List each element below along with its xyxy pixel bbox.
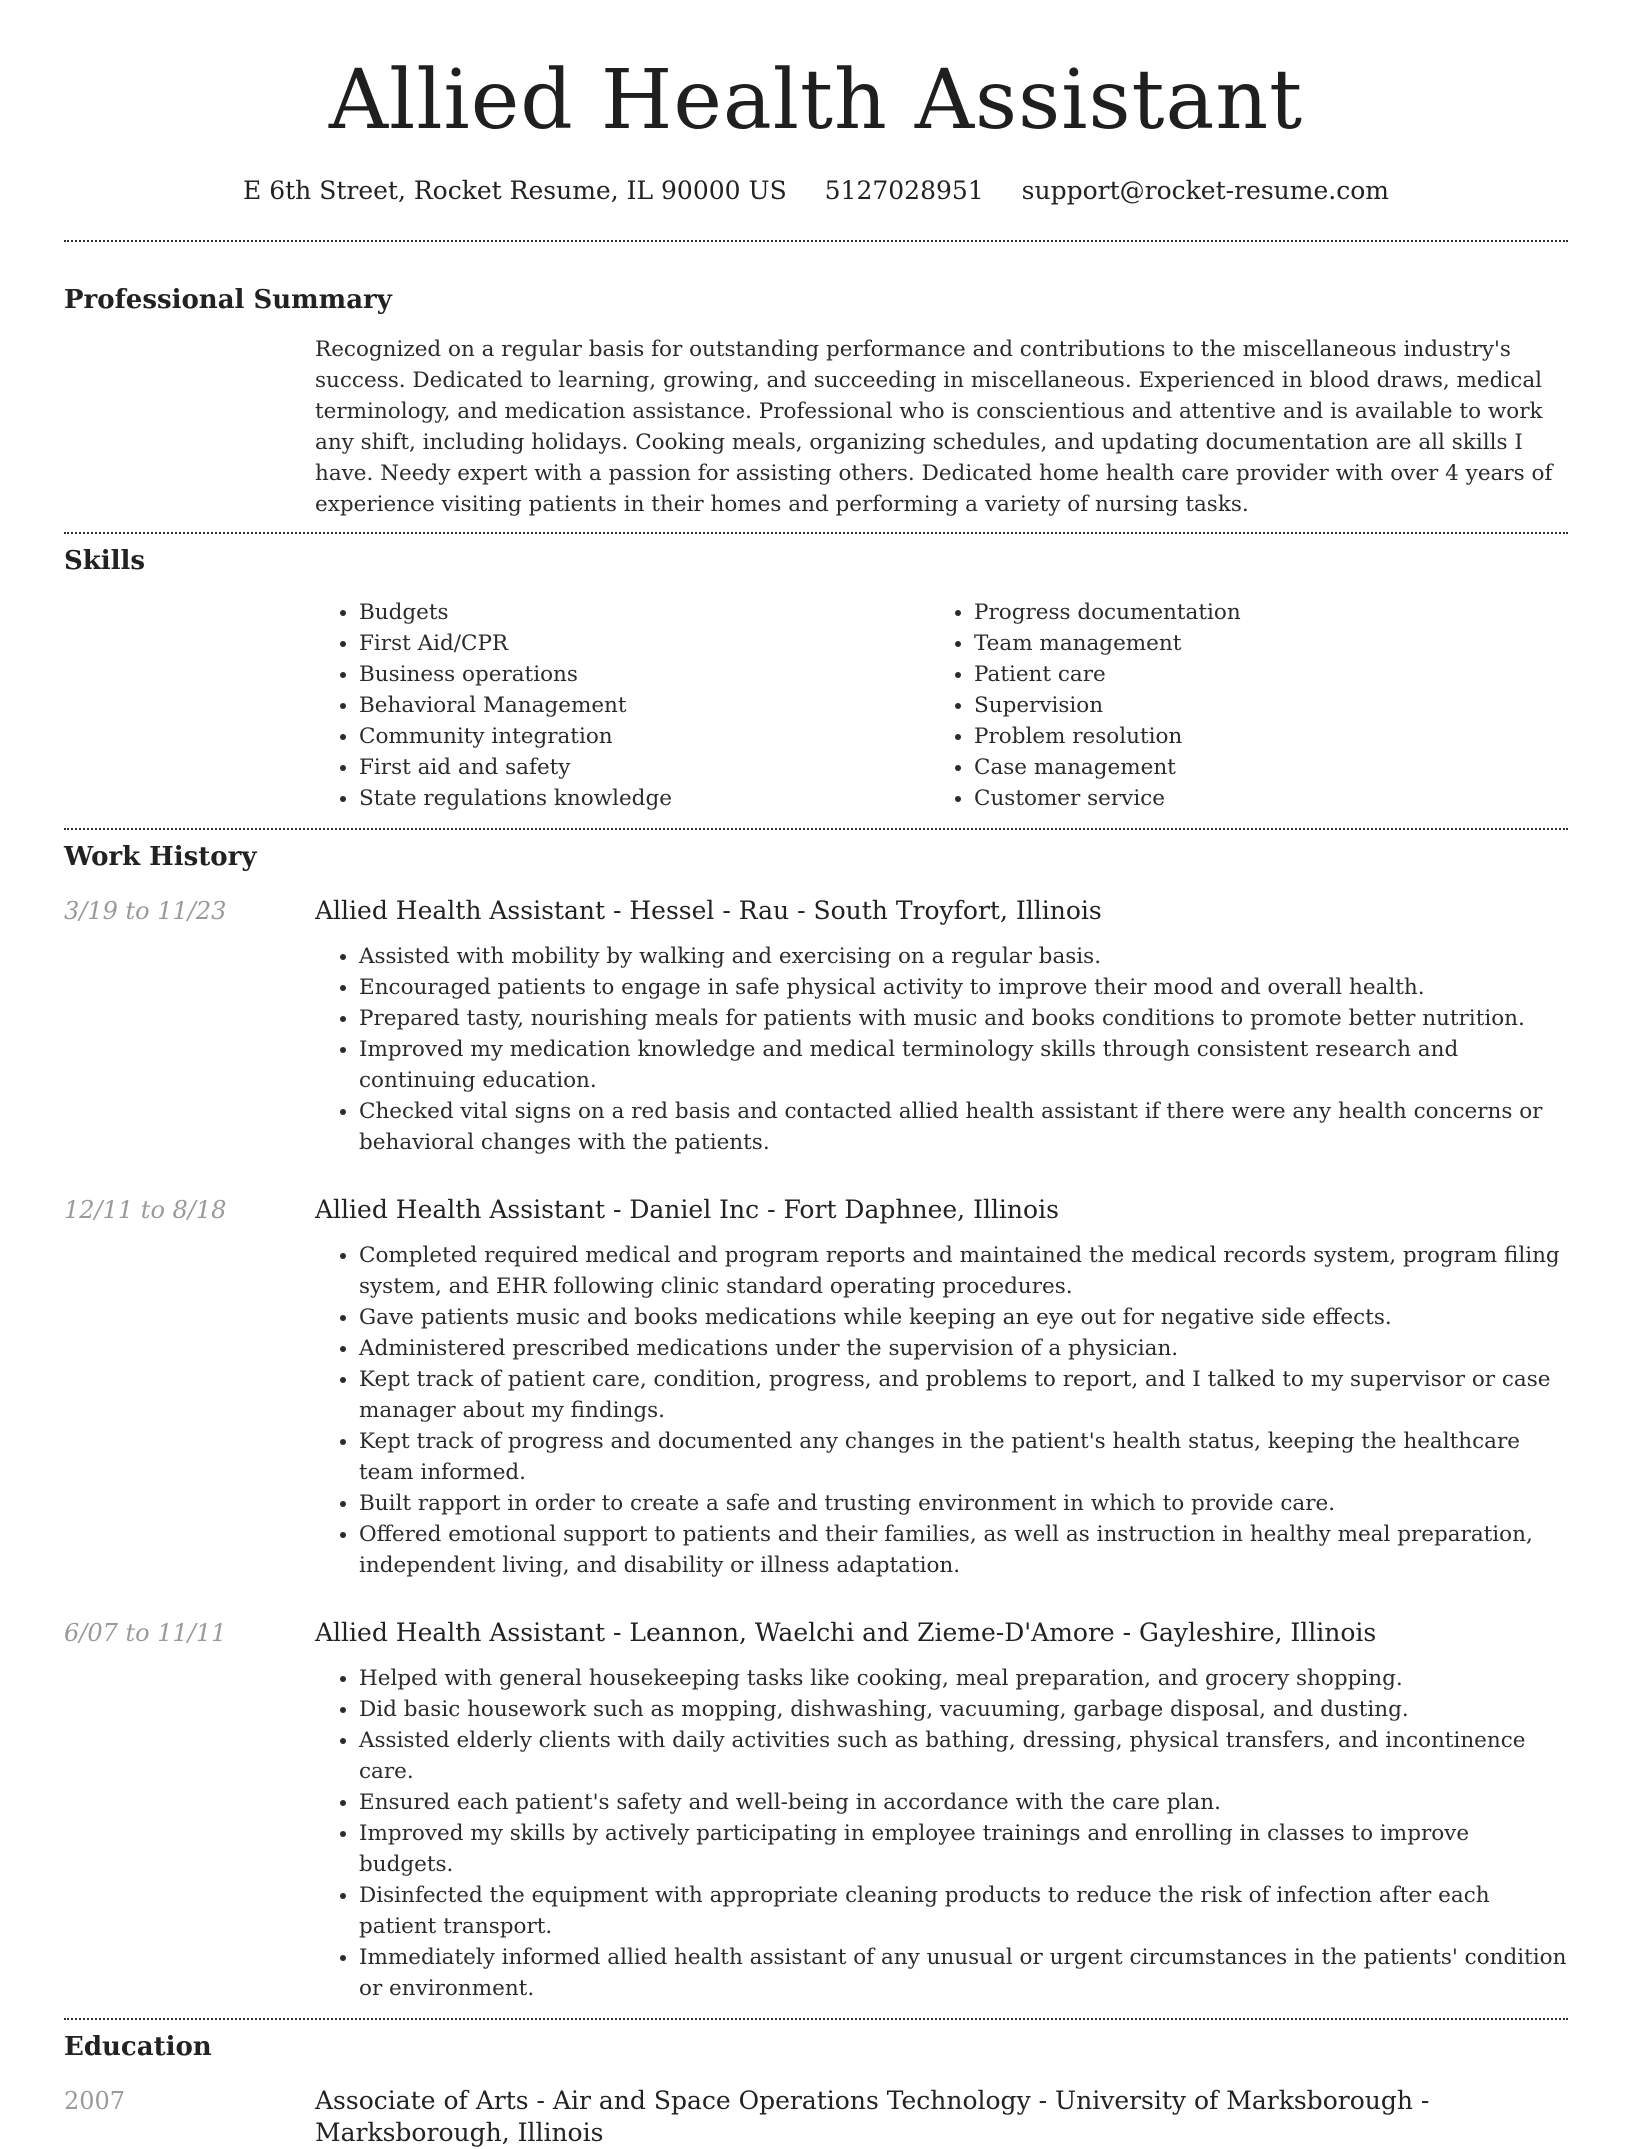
section-title-skills: Skills <box>64 546 146 576</box>
divider <box>64 240 1568 242</box>
contact-email: support@rocket-resume.com <box>1021 176 1389 205</box>
list-item: • Checked vital signs on a red basis and contacted allied health assistant if there were any health concerns or behavioral changes with the patients. <box>359 1096 1568 1158</box>
list-item: • Disinfected the equipment with appropriate cleaning products to reduce the risk of infection after each patient transport. <box>359 1880 1568 1942</box>
job-bullets <box>315 1663 1568 2004</box>
job-title: Allied Health Assistant - Hessel - Rau - South Troyfort, Illinois <box>315 896 1102 925</box>
section-title-education: Education <box>64 2032 212 2062</box>
list-item: • Completed required medical and program reports and maintained the medical records system, program filing system, and EHR following clinic standard operating procedures. <box>359 1240 1568 1302</box>
job-entry <box>64 895 1568 1158</box>
skill-item: • Budgets <box>359 597 930 628</box>
list-item: • Offered emotional support to patients and their families, as well as instruction in healthy meal preparation, independent living, and disability or illness adaptation. <box>359 1519 1568 1581</box>
job-title: Allied Health Assistant - Leannon, Waelchi and Zieme-D'Amore - Gayleshire, Illinois <box>315 1618 1377 1647</box>
summary-section <box>64 284 1568 520</box>
list-item: • Ensured each patient's safety and well-being in accordance with the care plan. <box>359 1787 1568 1818</box>
education-title: Associate of Arts - Air and Space Operations Technology - University of Marksborough - Marksborough, Illinois <box>315 2086 1430 2147</box>
skill-item: • Supervision <box>974 690 1545 721</box>
resume-page <box>64 0 1568 2149</box>
work-history-section <box>64 841 1568 2004</box>
job-details <box>315 895 1568 1158</box>
list-item: • Did basic housework such as mopping, dishwashing, vacuuming, garbage disposal, and dusting. <box>359 1694 1568 1725</box>
skill-item: • First aid and safety <box>359 752 930 783</box>
skill-item: • Business operations <box>359 659 930 690</box>
job-details <box>315 1194 1568 1581</box>
section-title-work: Work History <box>64 842 257 872</box>
list-item: • Assisted elderly clients with daily activities such as bathing, dressing, physical transfers, and incontinence care. <box>359 1725 1568 1787</box>
job-date: 12/11 to 8/18 <box>64 1196 227 1224</box>
divider <box>64 828 1568 830</box>
list-item: • Kept track of progress and documented any changes in the patient's health status, keeping the healthcare team informed. <box>359 1426 1568 1488</box>
list-item: • Improved my medication knowledge and medical terminology skills through consistent research and continuing education. <box>359 1034 1568 1096</box>
job-date: 3/19 to 11/23 <box>64 897 227 925</box>
skills-list-right <box>930 597 1545 814</box>
section-title-summary: Professional Summary <box>64 285 392 315</box>
list-item: • Immediately informed allied health assistant of any unusual or urgent circumstances in the patients' condition or environment. <box>359 1942 1568 2004</box>
education-section <box>64 2031 1568 2149</box>
job-title: Allied Health Assistant - Daniel Inc - Fort Daphnee, Illinois <box>315 1195 1059 1224</box>
skill-item: • Behavioral Management <box>359 690 930 721</box>
list-item: • Improved my skills by actively participating in employee trainings and enrolling in classes to improve budgets. <box>359 1818 1568 1880</box>
divider <box>64 532 1568 534</box>
divider <box>64 2018 1568 2020</box>
job-date: 6/07 to 11/11 <box>64 1619 227 1647</box>
job-details <box>315 1617 1568 2004</box>
skills-list-left <box>315 597 930 814</box>
job-entry <box>64 1194 1568 1581</box>
list-item: • Helped with general housekeeping tasks like cooking, meal preparation, and grocery shopping. <box>359 1663 1568 1694</box>
skill-item: • First Aid/CPR <box>359 628 930 659</box>
skills-columns <box>315 597 1568 814</box>
list-item: • Encouraged patients to engage in safe physical activity to improve their mood and overall health. <box>359 972 1568 1003</box>
contact-line <box>64 176 1568 206</box>
education-date: 2007 <box>64 2087 126 2115</box>
skill-item: • Customer service <box>974 783 1545 814</box>
education-details <box>315 2085 1568 2149</box>
contact-address: E 6th Street, Rocket Resume, IL 90000 US <box>243 176 787 205</box>
list-item: • Administered prescribed medications under the supervision of a physician. <box>359 1333 1568 1364</box>
skill-item: • Case management <box>974 752 1545 783</box>
list-item: • Built rapport in order to create a safe and trusting environment in which to provide care. <box>359 1488 1568 1519</box>
skills-section <box>64 545 1568 814</box>
summary-text: Recognized on a regular basis for outstanding performance and contributions to the miscellaneous industry's success. Dedicated to learning, growing, and succeeding in miscellaneous. Experienced in blood draws, medical terminology, and medication assistance. Professional who is conscientious and attentive and is available to work any shift, including holidays. Cooking meals, organizing schedules, and updating documentation are all skills I have. Needy expert with a passion for assisting others. Dedicated home health care provider with over 4 years of experience visiting patients in their homes and performing a variety of nursing tasks. <box>315 337 1553 517</box>
job-bullets <box>315 1240 1568 1581</box>
job-bullets <box>315 941 1568 1158</box>
list-item: • Gave patients music and books medications while keeping an eye out for negative side effects. <box>359 1302 1568 1333</box>
skill-item: • Progress documentation <box>974 597 1545 628</box>
contact-phone: 5127028951 <box>824 176 984 205</box>
skill-item: • State regulations knowledge <box>359 783 930 814</box>
skill-item: • Problem resolution <box>974 721 1545 752</box>
list-item: • Kept track of patient care, condition, progress, and problems to report, and I talked to my supervisor or case manager about my findings. <box>359 1364 1568 1426</box>
list-item: • Prepared tasty, nourishing meals for patients with music and books conditions to promote better nutrition. <box>359 1003 1568 1034</box>
skill-item: • Team management <box>974 628 1545 659</box>
skill-item: • Patient care <box>974 659 1545 690</box>
list-item: • Assisted with mobility by walking and exercising on a regular basis. <box>359 941 1568 972</box>
job-entry <box>64 1617 1568 2004</box>
candidate-name: Allied Health Assistant <box>328 53 1304 148</box>
skill-item: • Community integration <box>359 721 930 752</box>
education-entry <box>64 2085 1568 2149</box>
